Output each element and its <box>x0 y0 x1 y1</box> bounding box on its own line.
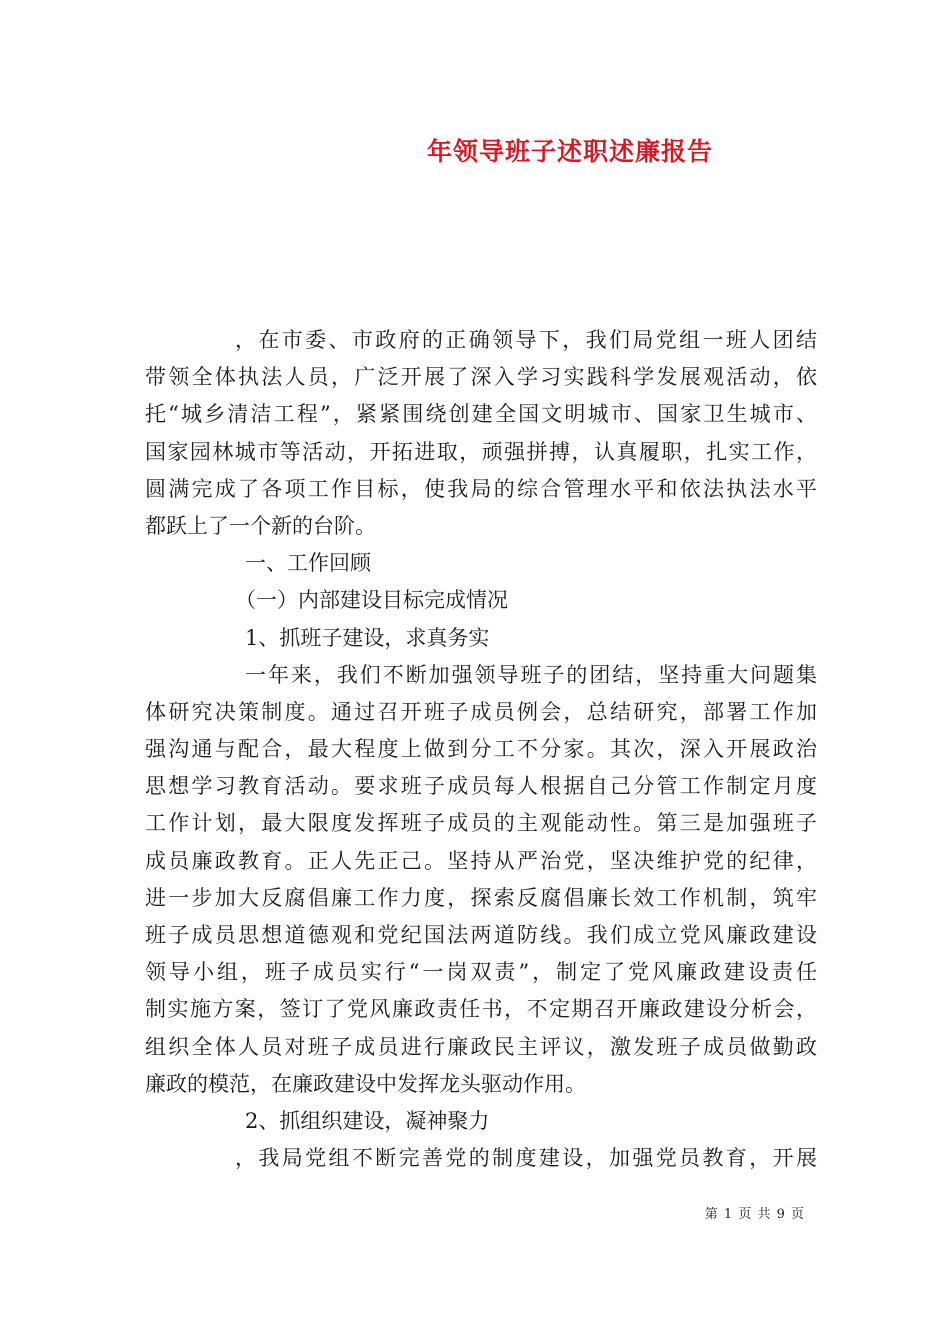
body-line: 进一步加大反腐倡廉工作力度，探索反腐倡廉长效工作机制，筑牢 <box>145 885 817 910</box>
body-line: 国家园林城市等活动，开拓进取，顽强拼搏，认真履职，扎实工作， <box>145 439 817 464</box>
body-line: 思想学习教育活动。要求班子成员每人根据自己分管工作制定月度 <box>145 774 817 799</box>
item-heading: 1、抓班子建设，求真务实 <box>245 625 490 650</box>
item-heading: 2、抓组织建设，凝神聚力 <box>245 1108 490 1133</box>
document-title: 年领导班子述职述廉报告 <box>426 137 713 166</box>
body-line: 带领全体执法人员，广泛开展了深入学习实践科学发展观活动，依 <box>145 365 817 390</box>
body-line: 圆满完成了各项工作目标，使我局的综合管理水平和依法执法水平 <box>145 476 817 501</box>
page-number-footer: 第 1 页 共 9 页 <box>704 1207 805 1222</box>
body-line: 制实施方案，签订了党风廉政责任书，不定期召开廉政建设分析会， <box>145 997 817 1022</box>
body-line: 体研究决策制度。通过召开班子成员例会，总结研究，部署工作加 <box>145 699 817 724</box>
document-body <box>145 322 817 1177</box>
body-line: 组织全体人员对班子成员进行廉政民主评议，激发班子成员做勤政 <box>145 1034 817 1059</box>
body-line: 强沟通与配合，最大程度上做到分工不分家。其次，深入开展政治 <box>145 737 817 762</box>
subsection-heading: （一）内部建设目标完成情况 <box>235 588 508 613</box>
body-line: 班子成员思想道德观和党纪国法两道防线。我们成立党风廉政建设 <box>145 923 817 947</box>
section-heading: 一、工作回顾 <box>245 551 371 576</box>
body-line: ，在市委、市政府的正确领导下，我们局党组一班人团结 <box>235 328 817 352</box>
body-line: 廉政的模范，在廉政建设中发挥龙头驱动作用。 <box>145 1071 586 1096</box>
body-line: ，我局党组不断完善党的制度建设，加强党员教育，开展 <box>235 1146 817 1171</box>
body-line: 一年来，我们不断加强领导班子的团结，坚持重大问题集 <box>245 662 817 687</box>
body-line: 领导小组，班子成员实行“一岗双责”，制定了党风廉政建设责任 <box>145 960 817 985</box>
body-line: 成员廉政教育。正人先正己。坚持从严治党，坚决维护党的纪律， <box>145 848 817 873</box>
body-line: 托“城乡清洁工程”，紧紧围绕创建全国文明城市、国家卫生城市、 <box>145 402 817 427</box>
body-line: 工作计划，最大限度发挥班子成员的主观能动性。第三是加强班子 <box>145 811 817 836</box>
body-line: 都跃上了一个新的台阶。 <box>145 513 376 538</box>
